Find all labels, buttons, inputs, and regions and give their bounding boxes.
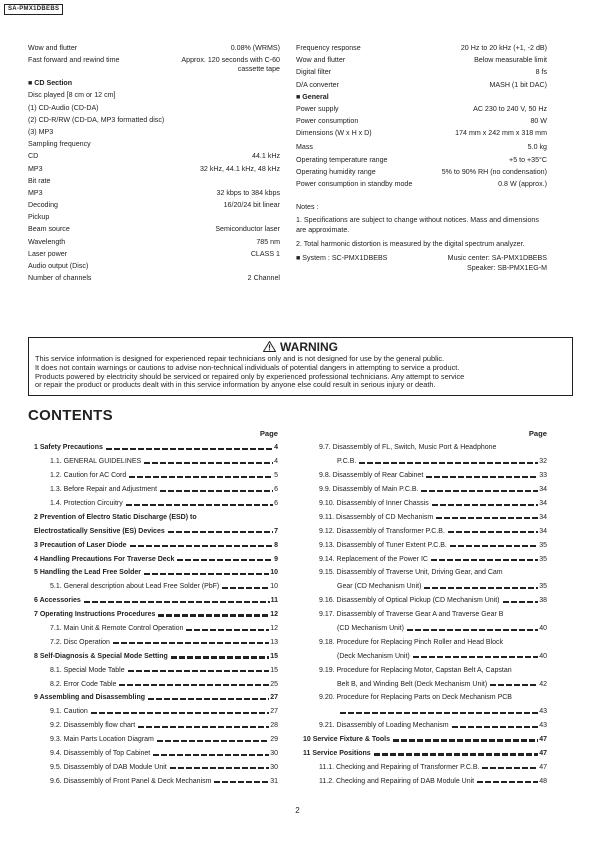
spec-row [28,189,280,201]
toc-entry[interactable] [34,705,278,719]
toc-entry[interactable] [34,747,278,761]
toc-entry-title: 1.2. Caution for AC Cord [50,472,127,480]
spec-row [28,201,280,213]
toc-leader [144,462,273,464]
toc-entry-title: 10 Service Fixture & Tools [303,736,391,744]
toc-entry-page: 5 [274,472,278,480]
spec-value: Below measurable limit [474,56,547,65]
warning-title [29,340,572,354]
toc-entry-title: Belt B, and Winding Belt (Deck Mechanism Unit) [337,680,488,688]
spec-label: Decoding [28,201,58,210]
toc-entry-page: 7 [274,527,278,535]
toc-entry-page: 6 [274,486,278,494]
spec-row [28,225,280,237]
page-number: 2 [295,806,300,815]
toc-entry[interactable] [34,566,278,580]
toc-entry-title: 9.7. Disassembly of FL, Switch, Music Port & Headphone [319,444,497,452]
cd-section-heading: ■ CD Section [28,79,73,88]
warning-box [28,337,573,396]
toc-entry[interactable] [303,510,547,524]
toc-leader [393,739,538,741]
warning-triangle-icon [263,341,276,352]
toc-entry-title: 9.21. Disassembly of Loading Mechanism [319,722,449,730]
toc-leader [153,754,269,756]
toc-entry-title: 11.2. Checking and Repairing of DAB Module Unit [319,777,475,785]
toc-entry[interactable] [303,608,547,622]
general-section-heading: ■ General [296,92,329,101]
toc-entry[interactable] [34,635,278,649]
toc-leader [144,573,269,575]
toc-entry-page: 43 [539,722,547,730]
toc-entry-title: 7.2. Disc Operation [50,638,110,646]
toc-entry-page: 6 [274,500,278,507]
toc-entry-title: Gear (CD Mechanism Unit) [337,583,422,591]
toc-leader [171,656,269,658]
spec-label: Mass [296,143,313,152]
spec-row [296,168,547,180]
toc-entry[interactable] [34,760,278,774]
toc-entry-title: 9.18. Procedure for Replacing Pinch Roller and Head Block [319,638,504,646]
spec-value: AC 230 to 240 V, 50 Hz [473,104,547,113]
spec-value: 32 kbps to 384 kbps [216,188,280,197]
contents-title: CONTENTS [28,407,113,424]
toc-entry[interactable] [303,497,547,511]
toc-entry-title: 7 Operating Instructions Procedures [34,611,156,619]
toc-entry-title: 9.20. Procedure for Replacing Parts on Deck Mechanism PCB [319,694,512,702]
toc-right-column [303,429,547,788]
toc-entry-title: 8.2. Error Code Table [50,680,117,688]
toc-entry-title: 6 Accessories [34,597,81,605]
spec-label: Fast forward and rewind time [28,56,120,65]
toc-entry-page: 31 [270,777,278,785]
toc-leader [126,504,273,506]
toc-leader [424,587,538,589]
toc-entry-title: 9.11. Disassembly of CD Mechanism [319,513,434,521]
toc-leader [128,670,270,672]
spec-label: Power consumption in standby mode [296,179,413,188]
toc-entry-page: 25 [270,680,278,688]
disc-type: (1) CD-Audio (CD-DA) [28,103,99,112]
toc-entry[interactable] [303,524,547,538]
spec-row [28,274,280,286]
spec-value: 0.08% (WRMS) [230,44,280,52]
toc-entry[interactable] [303,538,547,552]
spec-value: 5.0 kg [527,143,547,152]
toc-leader [432,504,538,506]
toc-entry[interactable] [303,469,547,483]
toc-entry[interactable] [34,469,278,483]
toc-entry[interactable] [34,622,278,636]
spec-row [296,129,547,143]
toc-entry-title: 9.1. Caution [50,708,88,716]
spec-row [28,238,280,250]
toc-entry[interactable] [303,691,547,705]
toc-entry-page: 11 [270,597,278,605]
spec-value: 44.1 kHz [252,152,280,161]
spec-label: Beam source [28,225,70,234]
toc-entry-title: 9.8. Disassembly of Rear Cabinet [319,472,424,480]
specs-left [28,44,280,286]
toc-entry-page: 15 [270,666,278,674]
toc-entry[interactable] [34,691,278,705]
toc-entry-title: 9.16. Disassembly of Optical Pickup (CD Mechanism Unit) [319,597,500,605]
toc-entry-title: 9.9. Disassembly of Main P.C.B. [319,486,419,494]
toc-leader [177,559,273,561]
toc-leader [157,740,269,742]
toc-entry-page: 48 [539,777,547,785]
toc-entry-page: 4 [274,458,278,466]
toc-entry-page: 28 [270,722,278,730]
toc-entry-page: 30 [270,763,278,771]
toc-entry[interactable] [34,483,278,497]
toc-entry-title: 9.19. Procedure for Replacing Motor, Capstan Belt A, Capstan [319,666,512,674]
spec-value: 20 Hz to 20 kHz (+1, -2 dB) [460,44,547,52]
toc-page-heading: Page [528,429,547,438]
spec-row [28,165,280,177]
spec-value: 785 nm [256,237,280,246]
toc-entry-title: 8.1. Special Mode Table [50,666,125,674]
toc-entry[interactable] [303,705,547,719]
toc-leader [413,656,538,658]
spec-row [296,156,547,168]
toc-entry-page: 32 [539,458,547,466]
toc-entry-title: (Deck Mechanism Unit) [337,652,410,660]
toc-entry-title: 9.13. Disassembly of Tuner Extent P.C.B. [319,541,447,549]
toc-entry-title: 1.3. Before Repair and Adjustment [50,486,158,494]
toc-entry-page: 35 [539,583,547,591]
spec-label: Power consumption [296,117,359,126]
toc-leader [426,476,538,478]
audio-output-label: Audio output (Disc) [28,262,89,270]
toc-entry-page: 4 [274,444,278,452]
toc-leader [374,753,539,755]
toc-leader [448,531,538,533]
toc-entry-title: 9.10. Disassembly of Inner Chassis [319,500,429,507]
toc-entry[interactable] [303,649,547,663]
toc-entry-title: 9.4. Disassembly of Top Cabinet [50,750,151,758]
toc-leader [148,698,269,700]
toc-entry[interactable] [34,441,278,455]
toc-entry[interactable] [34,719,278,733]
toc-entry-page: 10 [270,569,278,577]
toc-entry-page: 34 [539,513,547,521]
toc-entry-page: 13 [270,638,278,646]
pickup-label: Pickup [28,213,50,222]
toc-entry[interactable] [303,677,547,691]
toc-entry[interactable] [303,719,547,733]
toc-entry-title: P.C.B. [337,458,357,466]
toc-entry-title: 9.2. Disassembly flow chart [50,722,136,730]
warning-title-text: WARNING [280,340,338,354]
toc-leader [106,448,273,450]
warning-line: Products powered by electricity should be serviced or repaired only by experienced professional technicians. Any attempt to service [35,371,465,381]
toc-entry[interactable] [34,455,278,469]
warning-body [29,354,572,390]
spec-row [296,117,547,129]
toc-entry[interactable] [34,677,278,691]
toc-entry-title: 1.4. Protection Circuitry [50,500,123,507]
spec-row [296,56,547,68]
spec-label: Wow and flutter [28,44,78,52]
toc-leader [158,614,269,616]
note-2: 2. Total harmonic distortion is measured by the digital spectrum analyzer. [296,240,525,249]
spec-row [28,44,280,56]
toc-entry-page: 40 [539,652,547,660]
toc-entry-title: 1.1. GENERAL GUIDELINES [50,458,142,466]
toc-entry[interactable] [303,552,547,566]
music-center-label: Music center: SA-PMX1DBEBS [447,254,547,263]
toc-leader [84,601,270,603]
spec-label: Frequency response [296,44,361,52]
toc-leader [119,684,269,686]
spec-label: CD [28,152,39,161]
toc-page-heading: Page [259,429,278,438]
toc-entry-page: 29 [270,736,278,744]
toc-leader [160,490,273,492]
toc-leader [421,490,538,492]
toc-entry-page: 42 [539,680,547,688]
spec-label: Power supply [296,104,339,113]
toc-leader [214,781,269,783]
spec-value: MASH (1 bit DAC) [489,80,547,89]
toc-entry-title: 3 Precaution of Laser Diode [34,541,127,549]
sampling-frequency-label: Sampling frequency [28,140,91,149]
spec-row [28,152,280,164]
toc-entry[interactable] [34,733,278,747]
toc-leader [168,531,273,533]
toc-entry-page: 35 [539,541,547,549]
model-tag: SA-PMX1DBEBS [4,4,63,15]
spec-value: 174 mm x 242 mm x 318 mm [455,129,547,138]
spec-label: Operating temperature range [296,155,388,164]
toc-leader [490,684,538,686]
toc-entry-page: 12 [270,625,278,633]
toc-entry-title: 9.15. Disassembly of Traverse Unit, Driving Gear, and Cam [319,569,503,577]
toc-entry[interactable] [303,760,547,774]
toc-entry-page: 30 [270,750,278,758]
toc-entry-page: 34 [539,527,547,535]
spec-value: 2 Channel [247,274,280,283]
toc-entry[interactable] [303,747,547,761]
spec-row [28,250,280,262]
spec-row [296,81,547,93]
toc-entry-page: 33 [539,472,547,480]
toc-leader [450,545,538,547]
spec-row [28,56,280,79]
toc-leader [170,767,269,769]
toc-entry-page: 9 [274,555,278,563]
toc-entry-title: 8 Self-Diagnosis & Special Mode Setting [34,652,168,660]
toc-leader [477,781,538,783]
toc-entry-title: 9.6. Disassembly of Front Panel & Deck Mechanism [50,777,212,785]
toc-entry[interactable] [303,483,547,497]
spec-value: 80 W [530,117,547,126]
toc-leader [130,545,274,547]
toc-entry-title: 9.5. Disassembly of DAB Module Unit [50,763,167,771]
toc-entry[interactable] [34,594,278,608]
toc-leader [431,559,538,561]
system-label: ■ System : SC-PMX1DBEBS [296,254,388,263]
spec-label: MP3 [28,164,43,173]
toc-entry-page: 27 [270,708,278,716]
spec-label: Digital filter [296,68,332,77]
spec-value: 0.8 W (approx.) [498,179,547,188]
toc-entry[interactable] [34,538,278,552]
toc-entry-title: 9.12. Disassembly of Transformer P.C.B. [319,527,445,535]
toc-entry-page: 15 [270,652,278,660]
spec-row [296,180,547,203]
toc-entry[interactable] [303,566,547,580]
toc-leader [138,726,269,728]
toc-entry-title: 5 Handling the Lead Free Solder [34,569,141,577]
toc-leader [129,476,273,478]
spec-row [296,143,547,155]
toc-entry-page: 34 [539,486,547,494]
toc-leader [340,712,538,714]
speaker-label: Speaker: SB-PMX1EG-M [466,264,547,273]
toc-entry-title: 9.17. Disassembly of Traverse Gear A and Traverse Gear B [319,611,504,619]
toc-entry-page: 43 [539,708,547,716]
toc-entry-page: 47 [539,750,547,758]
disc-type: (2) CD-R/RW (CD-DA, MP3 formatted disc) [28,115,165,124]
toc-entry[interactable] [34,774,278,788]
toc-entry-page: 10 [270,583,278,591]
spec-label: MP3 [28,188,43,197]
toc-entry-page: 35 [539,555,547,563]
toc-entry[interactable] [303,774,547,788]
spec-label: Dimensions (W x H x D) [296,129,372,138]
toc-entry-title: 9.14. Replacement of the Power IC [319,555,428,563]
disc-type: (3) MP3 [28,127,54,136]
specs-right [296,44,547,273]
toc-leader [113,642,269,644]
toc-entry-title: (CD Mechanism Unit) [337,625,404,633]
toc-entry-title: 9 Assembling and Disassembling [34,694,145,702]
toc-leader [359,462,538,464]
spec-label: Wavelength [28,237,66,246]
toc-entry-page: 27 [270,694,278,702]
toc-leader [91,712,269,714]
toc-entry-title: 11.1. Checking and Repairing of Transformer P.C.B. [319,763,480,771]
toc-entry[interactable] [34,649,278,663]
toc-left-column [34,429,278,788]
spec-value: 8 fs [535,68,547,77]
toc-entry[interactable] [34,552,278,566]
bit-rate-label: Bit rate [28,176,51,185]
spec-label: D/A converter [296,80,339,89]
toc-entry-title: 5.1. General description about Lead Free Solder (PbF) [50,583,220,591]
toc-entry-page: 38 [539,597,547,605]
toc-entry[interactable] [34,608,278,622]
spec-value: Semiconductor laser [215,225,280,234]
spec-value: +5 to +35°C [509,155,547,164]
spec-row [296,44,547,56]
toc-entry-page: 34 [539,500,547,507]
notes-label: Notes : [296,202,319,211]
spec-label: Wow and flutter [296,56,346,65]
toc-entry-title: 11 Service Positions [303,750,371,758]
spec-label: Operating humidity range [296,167,376,176]
toc-entry-title: 7.1. Main Unit & Remote Control Operation [50,625,184,633]
warning-line: It does not contain warnings or cautions to advise non-technical individuals of potential dangers in attempting to service a product. [35,362,460,372]
toc-leader [407,629,538,631]
toc-entry[interactable] [34,524,278,538]
toc-entry-title: 9.3. Main Parts Location Diagram [50,736,154,744]
toc-entry[interactable] [303,622,547,636]
toc-entry[interactable] [34,663,278,677]
toc-entry[interactable] [303,455,547,469]
spec-value: 16/20/24 bit linear [223,201,280,210]
toc-entry-page: 12 [270,611,278,619]
toc-entry[interactable] [303,663,547,677]
spec-value: 32 kHz, 44.1 kHz, 48 kHz [199,164,280,173]
spec-label: Number of channels [28,274,92,283]
toc-entry[interactable] [303,580,547,594]
warning-line: This service information is designed for experienced repair technicians only and is not designed for use by the general public. [35,354,445,363]
toc-entry[interactable] [303,733,547,747]
disc-played-label: Disc played [8 cm or 12 cm] [28,91,116,100]
warning-line: or repair the product or products dealt with in this service information by anyone else could result in serious injury or death. [35,380,436,390]
toc-entry[interactable] [303,441,547,455]
toc-leader [186,629,269,631]
toc-entry-title: 2 Prevention of Electro Static Discharge (ESD) to [34,513,197,521]
toc-leader [222,587,269,589]
toc-leader [503,601,539,603]
toc-entry-title: 1 Safety Precautions [34,444,103,452]
toc-entry-page: 47 [539,736,547,744]
spec-value: CLASS 1 [250,249,280,258]
spec-value: 5% to 90% RH (no condensation) [441,167,547,176]
toc-entry-page: 8 [274,541,278,549]
spec-row [296,68,547,80]
toc-entry[interactable] [303,635,547,649]
toc-entry[interactable] [34,497,278,511]
note-1: 1. Specifications are subject to change without notices. Mass and dimensions are approximate. [296,216,539,235]
toc-entry[interactable] [303,594,547,608]
spec-label: Laser power [28,249,68,258]
toc-leader [436,517,538,519]
toc-entry[interactable] [34,510,278,524]
spec-row [296,105,547,117]
toc-entry[interactable] [34,580,278,594]
toc-entry-page: 40 [539,625,547,633]
spec-value: Approx. 120 seconds with C-60 cassette tape [181,56,280,74]
toc-entry-page: 47 [539,763,547,771]
toc-entry-title: Electrostatically Sensitive (ES) Devices [34,527,165,535]
toc-leader [452,726,539,728]
system-row [296,253,547,263]
toc-leader [482,767,538,769]
toc-entry-title: 4 Handling Precautions For Traverse Deck [34,555,175,563]
